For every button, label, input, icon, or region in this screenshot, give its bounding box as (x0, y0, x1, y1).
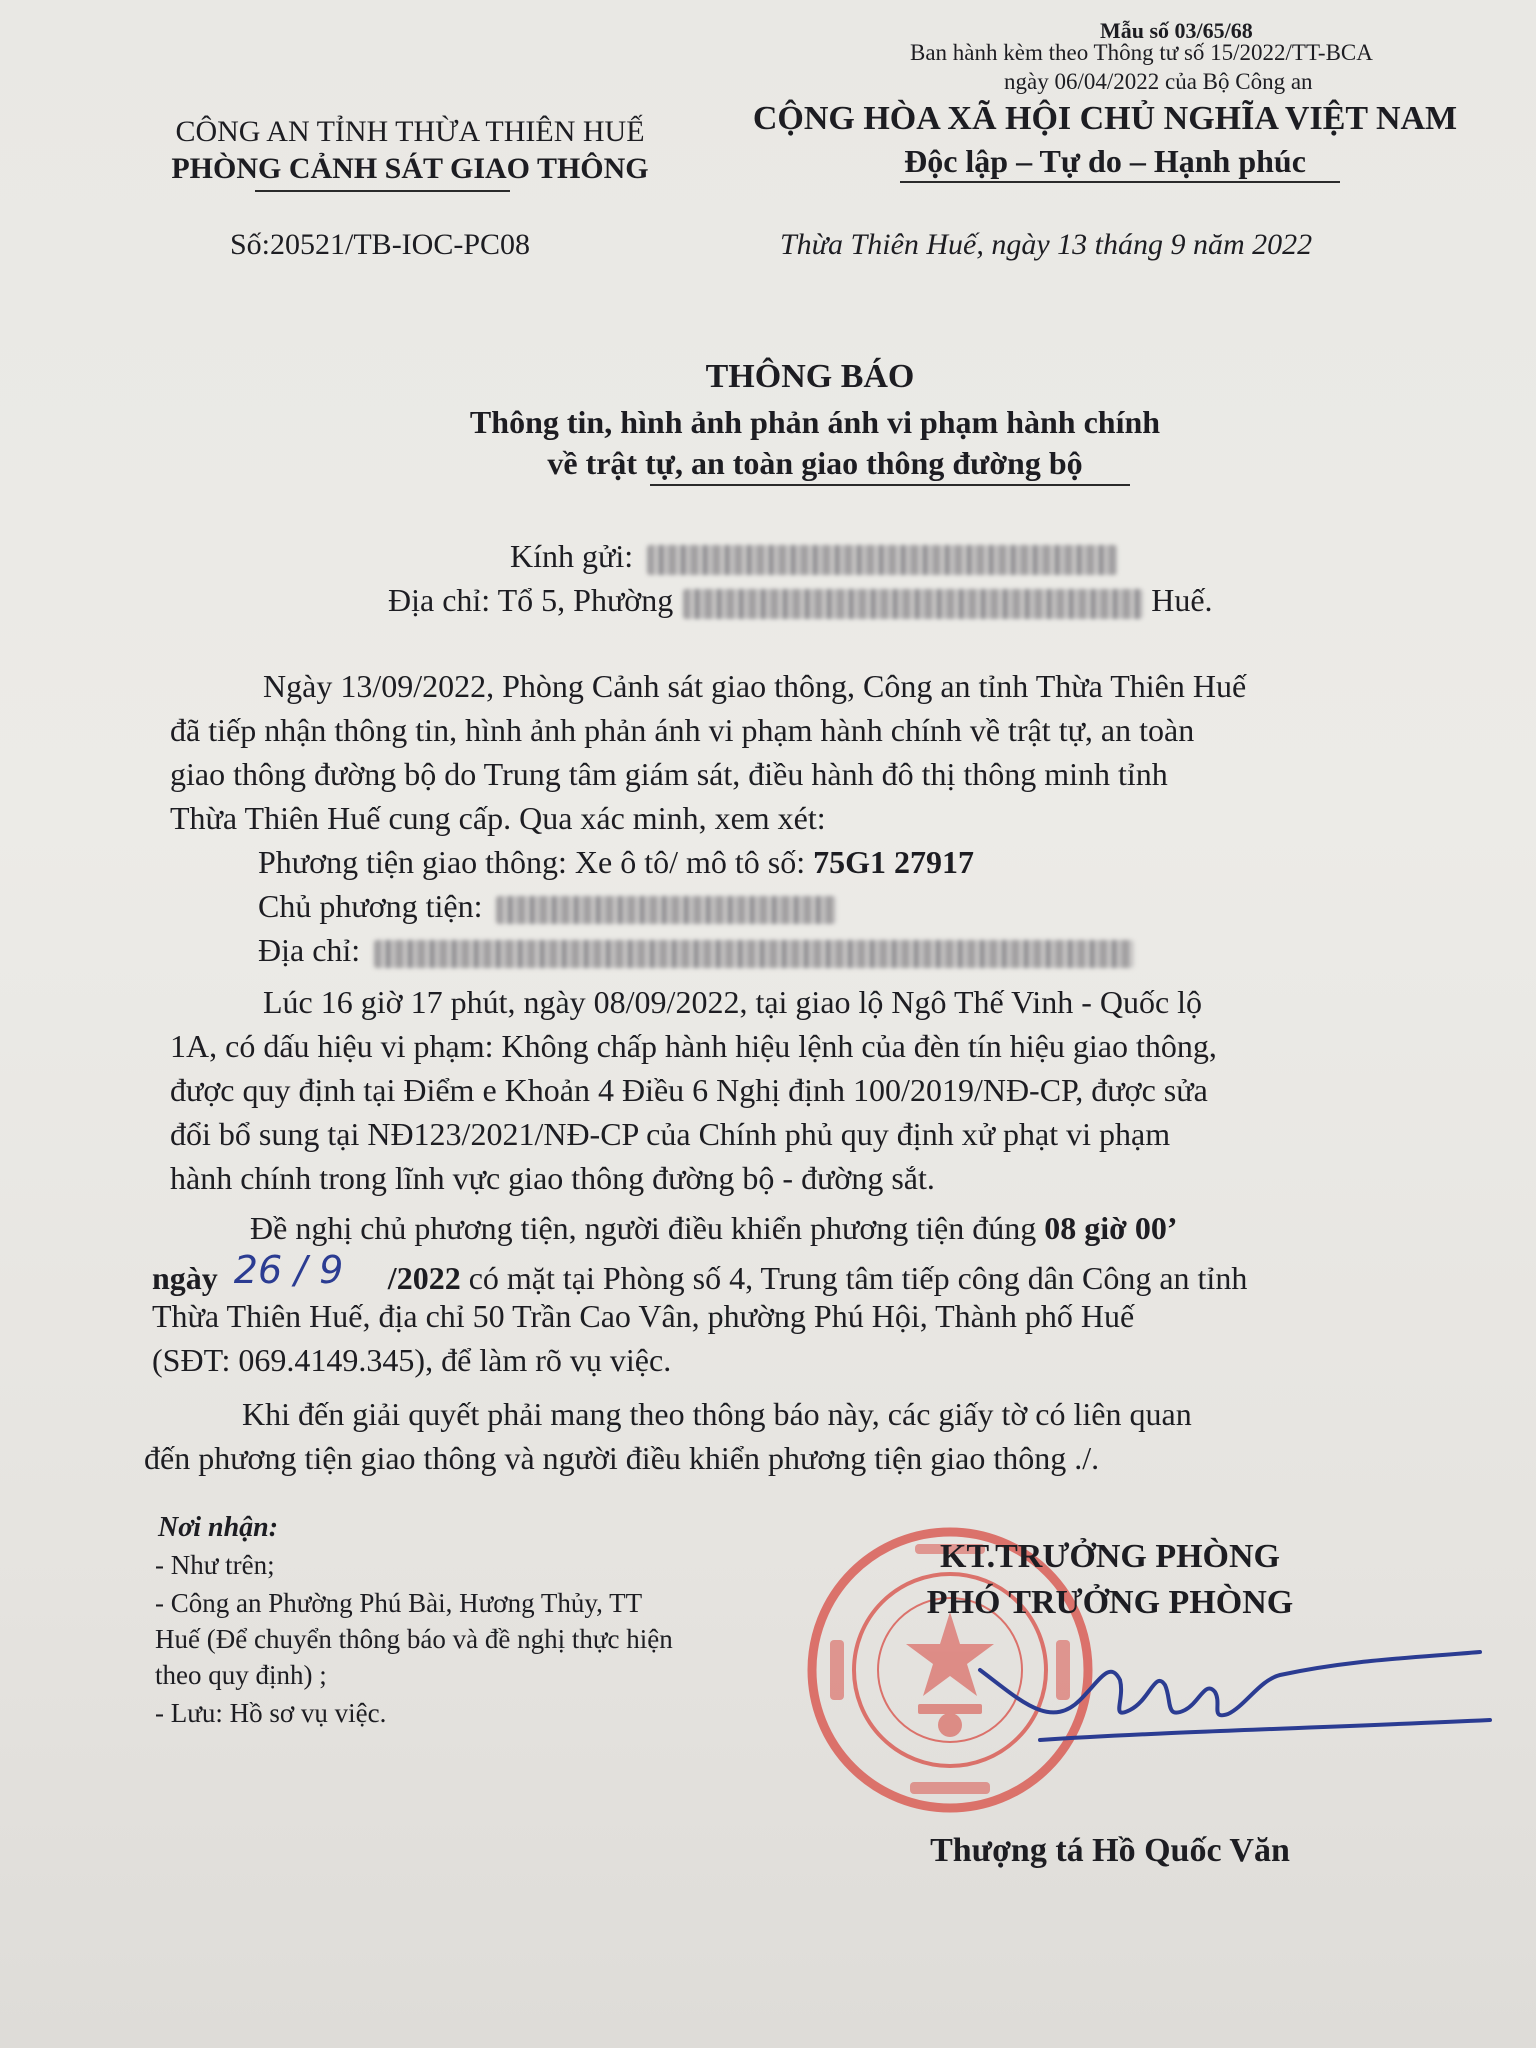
redacted-recipient-name (647, 545, 1117, 575)
recipient-address-end: Huế. (1151, 582, 1213, 618)
form-circular-line: Ban hành kèm theo Thông tư số 15/2022/TT-BCA (910, 40, 1373, 65)
recipient-address-line (388, 582, 1213, 619)
issuer-department: PHÒNG CẢNH SÁT GIAO THÔNG (171, 152, 649, 185)
vehicle-line (258, 844, 974, 881)
body-p1-line-1: Ngày 13/09/2022, Phòng Cảnh sát giao thông, Công an tỉnh Thừa Thiên Huế (263, 668, 1247, 704)
appointment-day-label: ngày (152, 1260, 218, 1296)
handwritten-date: 26 / 9 (233, 1248, 344, 1292)
form-date-line: ngày 06/04/2022 của Bộ Công an (1004, 69, 1313, 94)
body-p3-line-3: Thừa Thiên Huế, địa chỉ 50 Trần Cao Vân, phường Phú Hội, Thành phố Huế (152, 1298, 1135, 1334)
body-p3-line-1 (250, 1210, 1178, 1247)
recipients-line-3: Huế (Để chuyển thông báo và đề nghị thực hiện (155, 1624, 673, 1654)
vehicle-plate: 75G1 27917 (813, 844, 975, 880)
recipients-line-5: - Lưu: Hồ sơ vụ việc. (155, 1698, 387, 1728)
appointment-year: /2022 (387, 1260, 461, 1296)
redacted-owner-address (374, 940, 1134, 968)
body-p4-line-2: đến phương tiện giao thông và người điều khiển phương tiện giao thông ./. (144, 1440, 1100, 1476)
national-motto: Độc lập – Tự do – Hạnh phúc (904, 143, 1306, 179)
body-p3-line-2 (152, 1248, 1248, 1298)
document-title: THÔNG BÁO (705, 358, 915, 395)
body-p2-line-1: Lúc 16 giờ 17 phút, ngày 08/09/2022, tại giao lộ Ngô Thế Vinh - Quốc lộ (263, 984, 1203, 1020)
owner-address-line (258, 932, 1134, 969)
signer-name: Thượng tá Hồ Quốc Văn (930, 1832, 1290, 1869)
redacted-owner-name (496, 896, 836, 924)
appointment-time: 08 giờ 00’ (1044, 1210, 1178, 1246)
owner-label: Chủ phương tiện: (258, 888, 483, 924)
recipient-address-label: Địa chỉ: Tổ 5, Phường (388, 582, 674, 618)
recipient-line (510, 538, 1117, 575)
body-p3-request: Đề nghị chủ phương tiện, người điều khiển phương tiện đúng (250, 1210, 1037, 1246)
document-number: Số:20521/TB-IOC-PC08 (230, 228, 531, 261)
body-p1-line-2: đã tiếp nhận thông tin, hình ảnh phản ánh vi phạm hành chính về trật tự, an toàn (170, 712, 1195, 748)
handwritten-signature (960, 1640, 1500, 1770)
body-p1-line-4: Thừa Thiên Huế cung cấp. Qua xác minh, xem xét: (170, 800, 826, 836)
signer-title-1: KT.TRƯỞNG PHÒNG (940, 1538, 1280, 1575)
owner-line (258, 888, 836, 925)
national-name: CỘNG HÒA XÃ HỘI CHỦ NGHĨA VIỆT NAM (752, 100, 1458, 137)
body-p2-line-5: hành chính trong lĩnh vực giao thông đường bộ - đường sắt. (170, 1160, 935, 1196)
body-p3-line-4: (SĐT: 069.4149.345), để làm rõ vụ việc. (152, 1342, 672, 1378)
document-subtitle-1: Thông tin, hình ảnh phản ánh vi phạm hành chính (469, 404, 1161, 440)
document-subtitle-2: về trật tự, an toàn giao thông đường bộ (547, 445, 1083, 481)
signer-title-2: PHÓ TRƯỞNG PHÒNG (926, 1584, 1294, 1621)
motto-underline (900, 181, 1340, 183)
recipient-label: Kính gửi: (510, 538, 634, 574)
form-number: Mẫu số 03/65/68 (1100, 18, 1253, 43)
recipients-block-title: Nơi nhận: (158, 1512, 279, 1543)
body-p2-line-2: 1A, có dấu hiệu vi phạm: Không chấp hành hiệu lệnh của đèn tín hiệu giao thông, (170, 1028, 1217, 1064)
recipients-line-1: - Như trên; (155, 1550, 275, 1580)
issuer-agency: CÔNG AN TỈNH THỪA THIÊN HUẾ (175, 115, 645, 148)
body-p2-line-4: đổi bổ sung tại NĐ123/2021/NĐ-CP của Chính phủ quy định xử phạt vi phạm (170, 1116, 1171, 1152)
body-p4-line-1: Khi đến giải quyết phải mang theo thông báo này, các giấy tờ có liên quan (242, 1396, 1192, 1432)
body-p2-line-3: được quy định tại Điểm e Khoản 4 Điều 6 Nghị định 100/2019/NĐ-CP, được sửa (170, 1072, 1208, 1108)
subtitle-underline (650, 484, 1130, 486)
recipients-line-4: theo quy định) ; (155, 1660, 327, 1690)
body-p1-line-3: giao thông đường bộ do Trung tâm giám sát, điều hành đô thị thông minh tỉnh (170, 756, 1168, 792)
redacted-recipient-address (683, 589, 1143, 619)
owner-address-label: Địa chỉ: (258, 932, 361, 968)
issuer-underline (255, 190, 510, 192)
appointment-location: có mặt tại Phòng số 4, Trung tâm tiếp công dân Công an tỉnh (468, 1260, 1248, 1296)
vehicle-label: Phương tiện giao thông: Xe ô tô/ mô tô số: (258, 844, 806, 880)
recipients-line-2: - Công an Phường Phú Bài, Hương Thủy, TT (155, 1588, 643, 1618)
document-date: Thừa Thiên Huế, ngày 13 tháng 9 năm 2022 (780, 228, 1313, 261)
